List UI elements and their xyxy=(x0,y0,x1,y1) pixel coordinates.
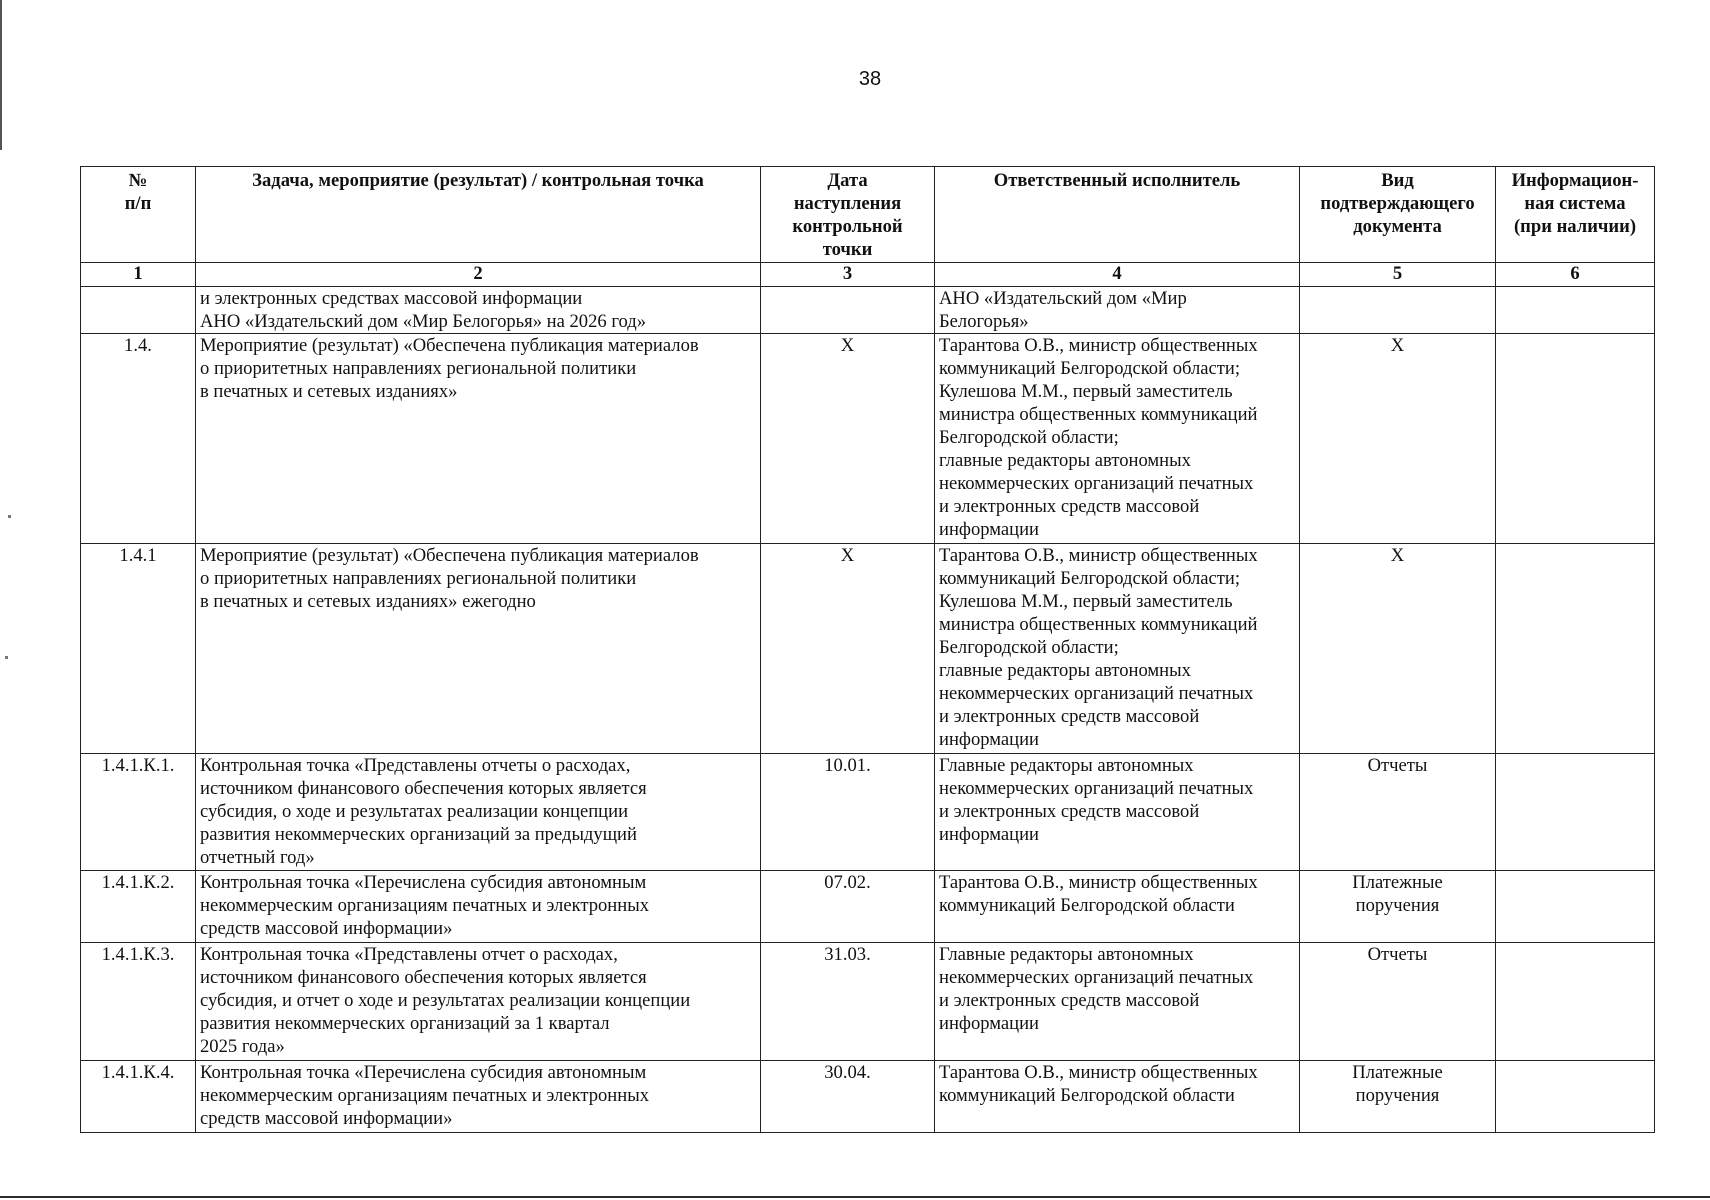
row-document: X xyxy=(1300,334,1496,544)
row-task: Контрольная точка «Перечислена субсидия автономным некоммерческим организациям печатных и электронных средств массовой информации» xyxy=(196,1061,761,1133)
header-task: Задача, мероприятие (результат) / контрольная точка xyxy=(196,167,761,263)
scan-bottom-line xyxy=(0,1196,1710,1198)
control-points-table xyxy=(80,166,1655,1133)
row-task: Мероприятие (результат) «Обеспечена публикация материалов о приоритетных направлениях региональной политики в печатных и сетевых изданиях» ежегодно xyxy=(196,544,761,754)
row-number: 1.4. xyxy=(81,334,196,544)
column-number: 4 xyxy=(935,263,1300,287)
header-number: № п/п xyxy=(81,167,196,263)
row-number: 1.4.1.К.1. xyxy=(81,754,196,871)
row-system xyxy=(1496,544,1655,754)
column-number: 6 xyxy=(1496,263,1655,287)
row-date: 10.01. xyxy=(761,754,935,871)
row-responsible: Тарантова О.В., министр общественных коммуникаций Белгородской области; Кулешова М.М., первый заместитель министра общественных коммуникаций Белгородской области; главные редакторы автономных некоммерческих организаций печатных и электронных средств массовой информации xyxy=(935,334,1300,544)
row-number xyxy=(81,287,196,334)
row-document: Отчеты xyxy=(1300,754,1496,871)
table-row xyxy=(81,754,1655,871)
row-date: 31.03. xyxy=(761,943,935,1061)
row-number: 1.4.1.К.4. xyxy=(81,1061,196,1133)
table-row xyxy=(81,544,1655,754)
row-document: Платежные поручения xyxy=(1300,871,1496,943)
scan-speck xyxy=(5,656,8,659)
row-task: Контрольная точка «Представлены отчет о расходах, источником финансового обеспечения которых является субсидия, и отчет о ходе и результатах реализации концепции развития некоммерческих организаций за 1 квартал 2025 года» xyxy=(196,943,761,1061)
header-document: Вид подтверждающего документа xyxy=(1300,167,1496,263)
table-header-row xyxy=(81,167,1655,263)
row-system xyxy=(1496,871,1655,943)
row-responsible: Тарантова О.В., министр общественных коммуникаций Белгородской области; Кулешова М.М., первый заместитель министра общественных коммуникаций Белгородской области; главные редакторы автономных некоммерческих организаций печатных и электронных средств массовой информации xyxy=(935,544,1300,754)
row-responsible: Главные редакторы автономных некоммерческих организаций печатных и электронных средств массовой информации xyxy=(935,754,1300,871)
column-number: 1 xyxy=(81,263,196,287)
row-responsible: Тарантова О.В., министр общественных коммуникаций Белгородской области xyxy=(935,871,1300,943)
column-number-row xyxy=(81,263,1655,287)
row-date xyxy=(761,287,935,334)
row-date: 07.02. xyxy=(761,871,935,943)
row-document: X xyxy=(1300,544,1496,754)
header-system: Информацион- ная система (при наличии) xyxy=(1496,167,1655,263)
row-task: Мероприятие (результат) «Обеспечена публикация материалов о приоритетных направлениях региональной политики в печатных и сетевых изданиях» xyxy=(196,334,761,544)
row-task: Контрольная точка «Представлены отчеты о расходах, источником финансового обеспечения которых является субсидия, о ходе и результатах реализации концепции развития некоммерческих организаций за предыдущий отчетный год» xyxy=(196,754,761,871)
table-row xyxy=(81,1061,1655,1133)
row-responsible: АНО «Издательский дом «Мир Белогорья» xyxy=(935,287,1300,334)
row-number: 1.4.1 xyxy=(81,544,196,754)
row-task: Контрольная точка «Перечислена субсидия автономным некоммерческим организациям печатных и электронных средств массовой информации» xyxy=(196,871,761,943)
page-number: 38 xyxy=(858,68,882,90)
row-responsible: Тарантова О.В., министр общественных коммуникаций Белгородской области xyxy=(935,1061,1300,1133)
row-document: Отчеты xyxy=(1300,943,1496,1061)
row-system xyxy=(1496,287,1655,334)
row-date: X xyxy=(761,334,935,544)
row-system xyxy=(1496,1061,1655,1133)
row-number: 1.4.1.К.2. xyxy=(81,871,196,943)
table-row xyxy=(81,871,1655,943)
row-document: Платежные поручения xyxy=(1300,1061,1496,1133)
table-row xyxy=(81,943,1655,1061)
row-number: 1.4.1.К.3. xyxy=(81,943,196,1061)
row-system xyxy=(1496,754,1655,871)
header-responsible: Ответственный исполнитель xyxy=(935,167,1300,263)
column-number: 5 xyxy=(1300,263,1496,287)
row-date: 30.04. xyxy=(761,1061,935,1133)
column-number: 3 xyxy=(761,263,935,287)
row-system xyxy=(1496,334,1655,544)
table-row xyxy=(81,334,1655,544)
scan-speck xyxy=(8,515,11,518)
column-number: 2 xyxy=(196,263,761,287)
row-date: X xyxy=(761,544,935,754)
row-task: и электронных средствах массовой информации АНО «Издательский дом «Мир Белогорья» на 2026 год» xyxy=(196,287,761,334)
header-date: Дата наступления контрольной точки xyxy=(761,167,935,263)
row-document xyxy=(1300,287,1496,334)
row-system xyxy=(1496,943,1655,1061)
table-row xyxy=(81,287,1655,334)
row-responsible: Главные редакторы автономных некоммерческих организаций печатных и электронных средств массовой информации xyxy=(935,943,1300,1061)
